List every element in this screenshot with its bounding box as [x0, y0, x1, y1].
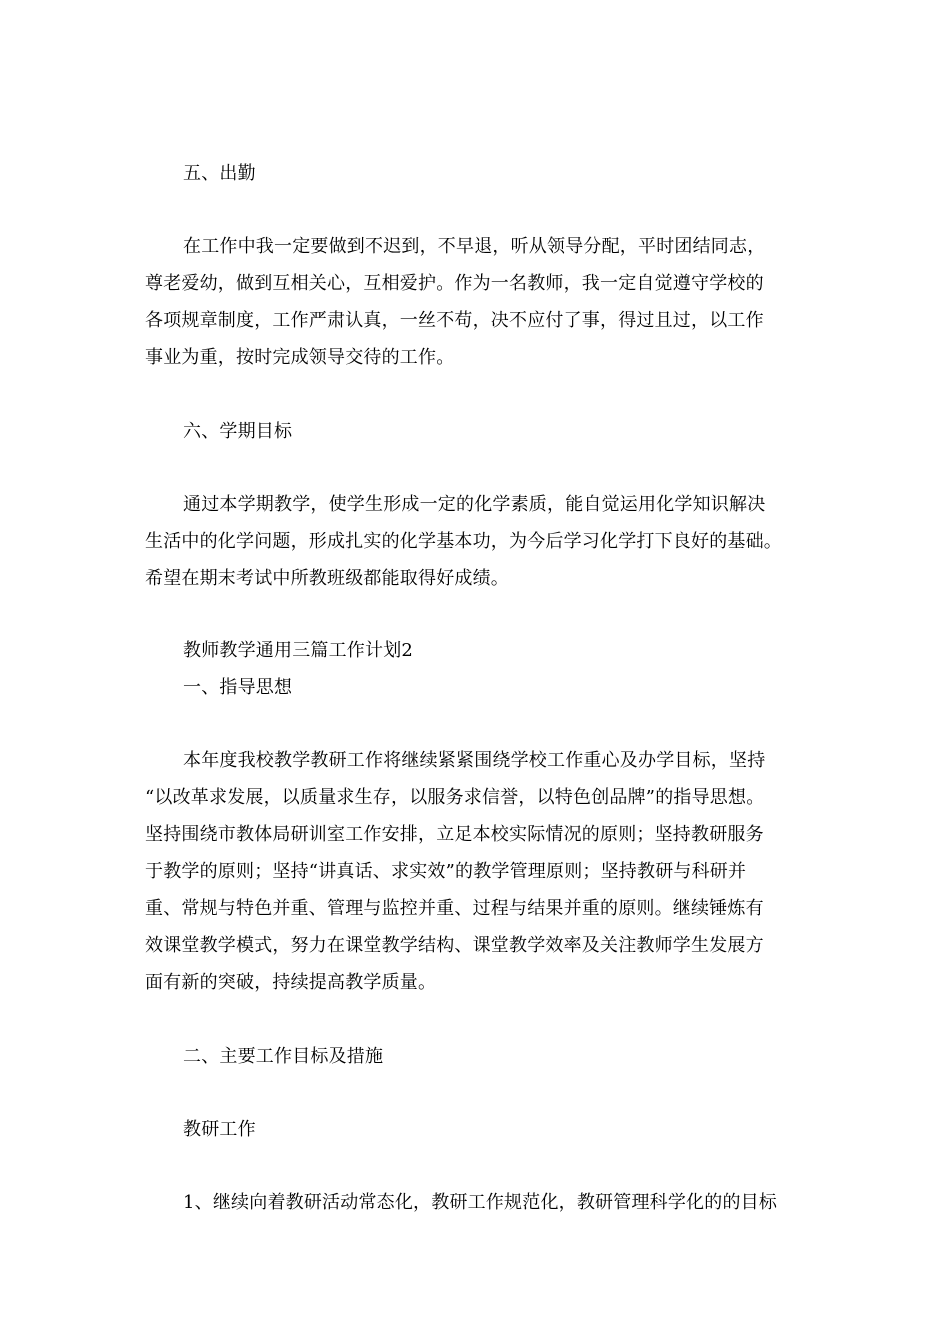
- paragraph-line: 坚持围绕市教体局研训室工作安排，立足本校实际情况的原则；坚持教研服务: [145, 824, 764, 845]
- section-heading-attendance: 五、出勤: [183, 163, 256, 184]
- paragraph-line: “以改革求发展，以质量求生存，以服务求信誉，以特色创品牌”的指导思想。: [145, 787, 765, 808]
- paragraph-line: 本年度我校教学教研工作将继续紧紧围绕学校工作重心及办学目标，坚持: [183, 750, 766, 771]
- paragraph-line: 效课堂教学模式，努力在课堂教学结构、课堂教学效率及关注教师学生发展方: [145, 935, 764, 956]
- subheading-teaching-research: 教研工作: [183, 1119, 256, 1140]
- paragraph-line: 于教学的原则；坚持“讲真话、求实效”的教学管理原则；坚持教研与科研并: [145, 861, 747, 882]
- section-heading-semester-goals: 六、学期目标: [183, 421, 293, 442]
- paragraph-line: 通过本学期教学，使学生形成一定的化学素质，能自觉运用化学知识解决: [183, 494, 766, 515]
- paragraph-line: 重、常规与特色并重、管理与监控并重、过程与结果并重的原则。继续锤炼有: [145, 898, 764, 919]
- paragraph-line: 尊老爱幼，做到互相关心，互相爱护。作为一名教师，我一定自觉遵守学校的: [145, 273, 764, 294]
- paragraph-line: 在工作中我一定要做到不迟到，不早退，听从领导分配，平时团结同志，: [183, 236, 766, 257]
- paragraph-line: 面有新的突破，持续提高教学质量。: [145, 972, 437, 993]
- paragraph-line: 希望在期末考试中所教班级都能取得好成绩。: [145, 568, 509, 589]
- list-item: 1、继续向着教研活动常态化，教研工作规范化，教研管理科学化的的目标: [183, 1192, 778, 1213]
- document-title: 教师教学通用三篇工作计划2: [183, 640, 414, 661]
- paragraph-line: 事业为重，按时完成领导交待的工作。: [145, 347, 455, 368]
- paragraph-line: 生活中的化学问题，形成扎实的化学基本功，为今后学习化学打下良好的基础。: [145, 531, 782, 552]
- section-heading-guiding-ideology: 一、指导思想: [183, 677, 293, 698]
- paragraph-line: 各项规章制度，工作严肃认真，一丝不苟，决不应付了事，得过且过，以工作: [145, 310, 764, 331]
- section-heading-main-goals: 二、主要工作目标及措施: [183, 1046, 384, 1067]
